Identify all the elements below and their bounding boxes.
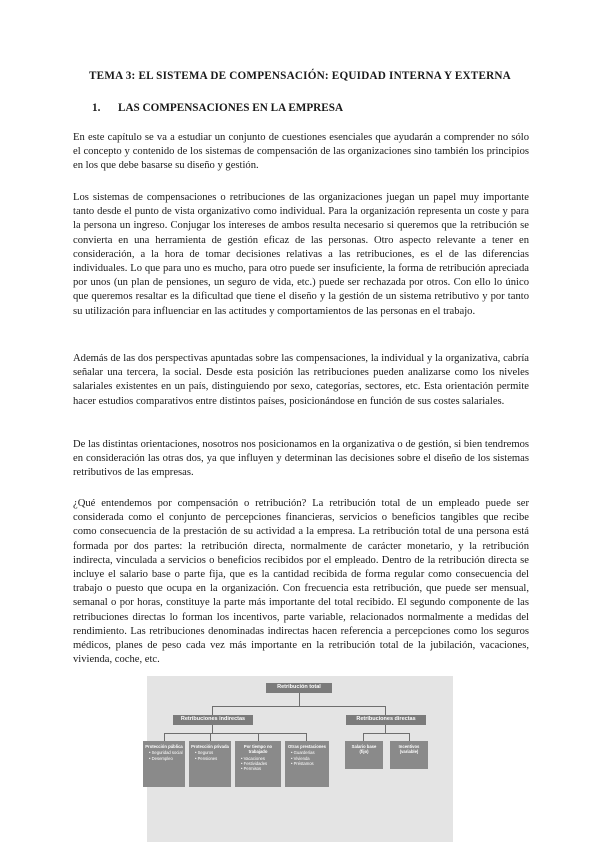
connector-line bbox=[385, 706, 386, 715]
leaf-tiempo-no-trabajado bbox=[235, 741, 281, 787]
leaf-title: Incentivos (variable) bbox=[398, 744, 420, 755]
leaf-item: • Vacaciones bbox=[241, 755, 265, 761]
connector-line bbox=[363, 733, 364, 741]
connector-line bbox=[212, 706, 213, 715]
section-heading bbox=[92, 102, 343, 114]
connector-line bbox=[164, 733, 165, 741]
leaf-otras-prestaciones bbox=[285, 741, 329, 787]
leaf-item: • Seguros bbox=[195, 750, 214, 756]
direct-box: Retribuciones directas bbox=[346, 715, 426, 725]
leaf-title: Otras prestaciones bbox=[288, 744, 326, 749]
paragraph-perspectives: Los sistemas de compensaciones o retribuciones de las organizaciones juegan un papel muy importante tanto desde el punto de vista organizativo como individual. Para la organización representa un coste y para la persona un ingreso. Conjugar los intereses de ambos resulta necesario si queremos que la retribución se convierta en una herramienta de gestión eficaz de las personas. Otro aspecto relevante a tener en consideración, a la hora de tomar decisiones relativas a las retribuciones, es el de las diferencias individuales. Lo que para uno es mucho, para otro puede ser insuficiente, la forma de retribución apreciada por unos (un plan de pensiones, un seguro de vida, etc.) puede ser rechazada por otros. Con ello lo único que queremos resaltar es la dificultad que tiene el diseño y la gestión de un sistema retributivo y por tanto su utilización para influenciar en las actitudes y comportamientos de las personas en el trabajo. bbox=[73, 192, 529, 317]
leaf-item: • Vivienda bbox=[291, 755, 310, 761]
leaf-item: • Préstamos bbox=[291, 760, 314, 766]
leaf-title: Salario base (fijo) bbox=[351, 744, 377, 755]
paragraph-intro: En este capítulo se va a estudiar un conjunto de cuestiones esenciales que ayudarán a comprender no sólo el concepto y contenido de los sistemas de compensación de las organizaciones sino también los principios en los que debe basarse su diseño y gestión. bbox=[73, 132, 529, 172]
paragraph-definition: ¿Qué entendemos por compensación o retribución? La retribución total de un empleado puede ser considerada como el conjunto de percepciones financieras, servicios o beneficios tangibles que recibe como consecuencia de la prestación de su actividad a la empresa. La retribución total de una persona está formada por dos partes: la retribución directa, normalmente de carácter monetario, y la retribución indirecta, vinculada a servicios o beneficios recibidos por el empleado. Dentro de la retribución directa se incluye el salario base o parte fija, que es la cantidad recibida de forma regular como consecuencia del trabajo o puesto que ocupa en la organización. Con frecuencia esta retribución, que puede ser mensual, semanal o por horas, constituye la parte más importante del total recibido. El segundo componente de las retribuciones directas lo forman los incentivos, parte variable, relacionados normalmente a medidas del rendimiento. Las retribuciones denominadas indirectas hacen referencia a percepciones como los seguros médicos, planes de peso cada vez más importante en la retribución total de la jubilación, vacaciones, vivienda, coche, etc. bbox=[73, 498, 529, 666]
leaf-title: Por tiempo no trabajado bbox=[243, 744, 273, 755]
connector-line bbox=[212, 706, 385, 707]
leaf-proteccion-privada bbox=[189, 741, 231, 787]
section-title: LAS COMPENSACIONES EN LA EMPRESA bbox=[118, 102, 344, 114]
leaf-title: Protección privada bbox=[191, 744, 229, 749]
leaf-item: • Desempleo bbox=[149, 755, 173, 761]
section-number: 1. bbox=[92, 102, 101, 114]
connector-line bbox=[299, 693, 300, 706]
connector-line bbox=[385, 725, 386, 733]
connector-line bbox=[409, 733, 410, 741]
leaf-item: • Permisos bbox=[241, 766, 262, 772]
document-title: TEMA 3: EL SISTEMA DE COMPENSACIÓN: EQUIDAD INTERNA Y EXTERNA bbox=[89, 70, 511, 82]
leaf-proteccion-publica bbox=[143, 741, 185, 787]
connector-line bbox=[363, 733, 409, 734]
leaf-item: • Guarderías bbox=[291, 750, 315, 756]
leaf-incentivos bbox=[390, 741, 428, 769]
connector-line bbox=[164, 733, 306, 734]
leaf-title: Protección pública bbox=[145, 744, 183, 749]
diagram-root-box: Retribución total bbox=[266, 683, 332, 693]
leaf-item: • Seguridad social bbox=[149, 750, 183, 756]
compensation-diagram bbox=[147, 676, 453, 842]
connector-line bbox=[210, 733, 211, 741]
leaf-salario-base bbox=[345, 741, 383, 769]
connector-line bbox=[306, 733, 307, 741]
indirect-box: Retribuciones indirectas bbox=[173, 715, 253, 725]
leaf-item: • Pensiones bbox=[195, 755, 218, 761]
connector-line bbox=[258, 733, 259, 741]
paragraph-social: Además de las dos perspectivas apuntadas sobre las compensaciones, la individual y la organizativa, cabría señalar una tercera, la social. Desde esta posición las retribuciones pueden analizarse como los niveles salariales existentes en un país, distinguiendo por sexo, categorías, sectores, etc. Esta orientación permite hacer estudios comparativos entre distintos países, posicionándose en función de sus costes salariales. bbox=[73, 353, 529, 407]
leaf-item: • Festividades bbox=[241, 760, 268, 766]
connector-line bbox=[212, 725, 213, 733]
paragraph-orientation: De las distintas orientaciones, nosotros nos posicionamos en la organizativa o de gestión, si bien tendremos en consideración las otras dos, ya que influyen y determinan las decisiones sobre el diseño de los sistemas retributivos de las empresas. bbox=[73, 439, 529, 479]
